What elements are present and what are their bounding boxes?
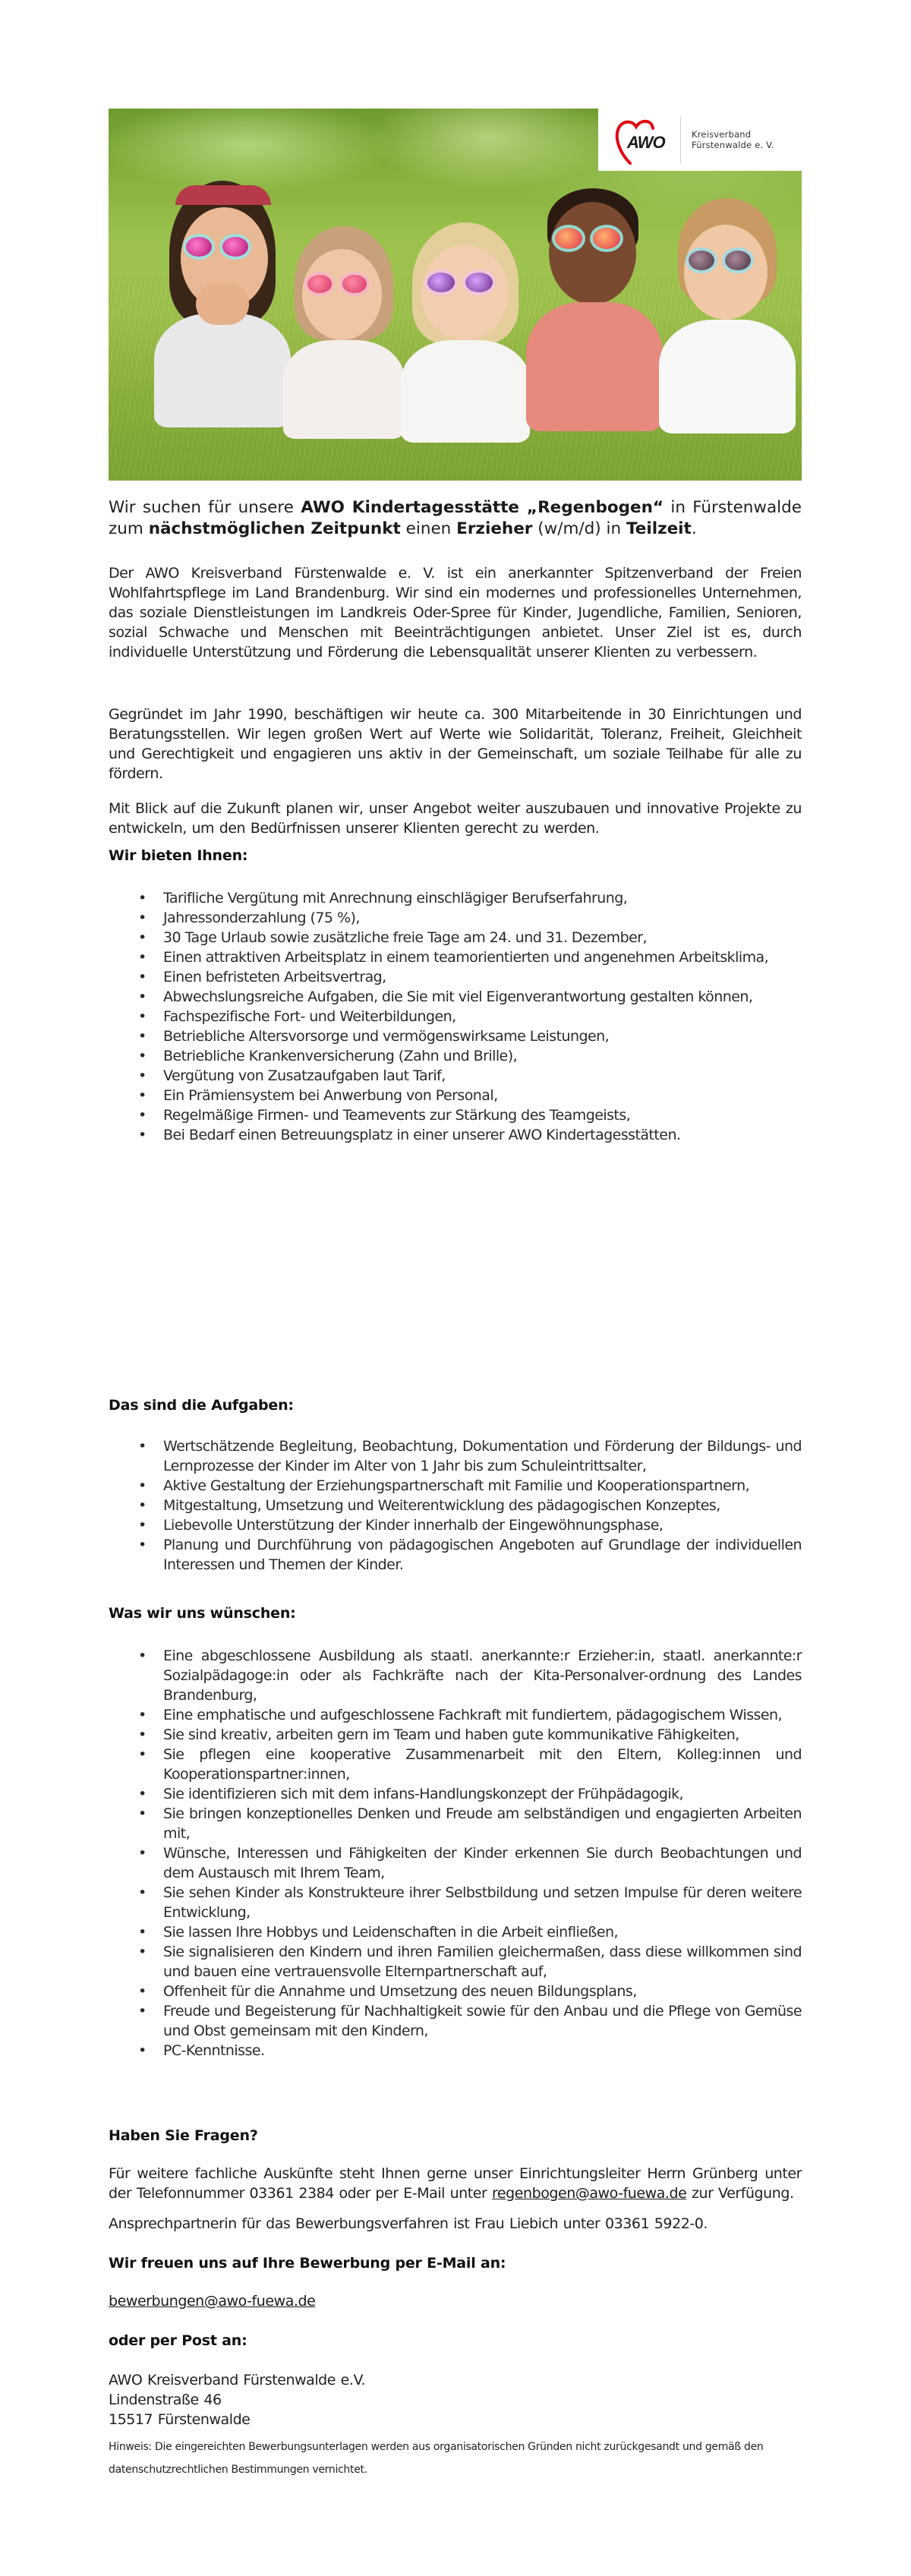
offer-item: • Einen attraktiven Arbeitsplatz in einem teamorientierten und angenehmen Arbeitsklima,	[109, 947, 802, 967]
task-item: • Mitgestaltung, Umsetzung und Weiterentwicklung des pädagogischen Konzeptes,	[109, 1496, 802, 1515]
bewerbungen-email-link[interactable]: bewerbungen@awo-fuewa.de	[109, 2293, 316, 2310]
offer-item: • 30 Tage Urlaub sowie zusätzliche freie Tage am 24. und 31. Dezember,	[109, 928, 802, 947]
wish-item: • Sie bringen konzeptionelles Denken und Freude am selbständigen und engagierten Arbeiten mit,	[109, 1804, 802, 1843]
awo-brand-text: AWO	[627, 133, 665, 152]
awo-logo	[598, 109, 802, 171]
start-date: nächstmöglichen Zeitpunkt	[148, 519, 401, 538]
wish-item: • Eine abgeschlossene Ausbildung als staatl. anerkannte:r Erzieher:in, staatl. anerkannte:r Sozialpädagoge:in oder als Fachkräfte nach der Kita-Personalver-ordnung des Landes Brandenburg,	[109, 1646, 802, 1705]
job-ad-page	[109, 109, 802, 481]
wish-item: • Sie pflegen eine kooperative Zusammenarbeit mit den Eltern, Kolleg:innen und Kooperationspartner:innen,	[109, 1745, 802, 1784]
task-item: • Wertschätzende Begleitung, Beobachtung, Dokumentation und Förderung der Bildungs- und Lernprozesse der Kinder im Alter von 1 Jahr bis zum Schuleintrittsalter,	[109, 1436, 802, 1476]
wish-item: • Sie sehen Kinder als Konstrukteure ihrer Selbstbildung und setzen Impulse für deren weitere Entwicklung,	[109, 1883, 802, 1922]
intro-text: (w/m/d) in	[532, 519, 626, 538]
wishes-heading: Was wir uns wünschen:	[109, 1605, 296, 1622]
child-figure	[648, 198, 799, 434]
questions-paragraph	[109, 2164, 802, 2203]
intro-text: Wir suchen für unsere	[109, 498, 301, 517]
facility-name: AWO Kindertagesstätte „Regenbogen“	[301, 498, 664, 517]
offer-item: • Vergütung von Zusatzaufgaben laut Tarif,	[109, 1066, 802, 1086]
offer-item: • Abwechslungsreiche Aufgaben, die Sie mit viel Eigenverantwortung gestalten können,	[109, 987, 802, 1007]
about-paragraph-2: Gegründet im Jahr 1990, beschäftigen wir heute ca. 300 Mitarbeitende in 30 Einrichtungen und Beratungsstellen. Wir legen großen Wert auf Werte wie Solidarität, Toleranz, Freiheit, Gleichheit und Gerechtigkeit und engagieren uns aktiv in der Gemeinschaft, um soziale Teilhabe für alle zu fördern.	[109, 706, 802, 782]
about-paragraph-1: Der AWO Kreisverband Fürstenwalde e. V. ist ein anerkannter Spitzenverband der Freien Wohlfahrtspflege im Land Brandenburg. Wir sind ein modernes und professionelles Unternehmen, das soziale Dienstleistungen im Landkreis Oder-Spree für Kinder, Jugendliche, Familien, Senioren, sozial Schwache und Menschen mit Beeinträchtigungen anbietet. Unser Ziel ist es, durch individuelle Unterstützung und Förderung die Lebensqualität unserer Klienten zu verbessern.	[109, 565, 802, 661]
hero-image	[109, 109, 802, 481]
questions-text: zur Verfügung.	[686, 2185, 794, 2202]
logo-text	[692, 129, 774, 150]
wish-item: • PC-Kenntnisse.	[109, 2041, 802, 2060]
offer-item: • Tarifliche Vergütung mit Anrechnung einschlägiger Berufserfahrung,	[109, 888, 802, 908]
offer-item: • Bei Bedarf einen Betreuungsplatz in einer unserer AWO Kindertagesstätten.	[109, 1125, 802, 1145]
task-item: • Liebevolle Unterstützung der Kinder innerhalb der Eingewöhnungsphase,	[109, 1515, 802, 1535]
job-intro	[109, 497, 802, 540]
questions-heading: Haben Sie Fragen?	[109, 2127, 258, 2144]
email-apply-heading: Wir freuen uns auf Ihre Bewerbung per E-Mail an:	[109, 2255, 506, 2272]
intro-text: einen	[400, 519, 457, 538]
wish-item: • Sie sind kreativ, arbeiten gern im Team und haben gute kommunikative Fähigkeiten,	[109, 1725, 802, 1745]
intro-text: in Fürstenwalde zum	[109, 498, 802, 538]
address-line-3: 15517 Fürstenwalde	[109, 2411, 251, 2428]
offer-item: • Jahressonderzahlung (75 %),	[109, 908, 802, 928]
logo-line-1: Kreisverband	[692, 129, 752, 140]
wish-item: • Wünsche, Interessen und Fähigkeiten der Kinder erkennen Sie durch Beobachtungen und dem Austausch mit Ihrem Team,	[109, 1843, 802, 1883]
offer-item: • Einen befristeten Arbeitsvertrag,	[109, 967, 802, 987]
offer-item: • Betriebliche Altersvorsorge und vermögenswirksame Leistungen,	[109, 1026, 802, 1046]
regenbogen-email-link[interactable]: regenbogen@awo-fuewa.de	[491, 2185, 687, 2202]
offer-heading: Wir bieten Ihnen:	[109, 847, 248, 864]
job-title: Erzieher	[456, 519, 533, 538]
intro-text: .	[691, 519, 697, 538]
task-item: • Aktive Gestaltung der Erziehungspartnerschaft mit Familie und Kooperationspartnern,	[109, 1476, 802, 1496]
offer-item: • Ein Prämiensystem bei Anwerbung von Personal,	[109, 1086, 802, 1105]
tasks-heading: Das sind die Aufgaben:	[109, 1397, 294, 1414]
wish-item: • Eine emphatische und aufgeschlossene Fachkraft mit fundiertem, pädagogischem Wissen,	[109, 1705, 802, 1725]
post-apply-heading: oder per Post an:	[109, 2332, 247, 2349]
wish-item: • Freude und Begeisterung für Nachhaltigkeit sowie für den Anbau und die Pflege von Gemüse und Obst gemeinsam mit den Kindern,	[109, 2001, 802, 2041]
offer-item: • Betriebliche Krankenversicherung (Zahn und Brille),	[109, 1046, 802, 1066]
wish-item: • Sie identifizieren sich mit dem infans-Handlungskonzept der Frühpädagogik,	[109, 1784, 802, 1804]
wish-item: • Offenheit für die Annahme und Umsetzung des neuen Bildungsplans,	[109, 1982, 802, 2001]
questions-text: Für weitere fachliche Auskünfte steht Ihnen gerne unser Einrichtungsleiter Herrn Grünberg unter der Telefonnummer 03361 2384 oder per E-Mail unter	[109, 2165, 802, 2202]
logo-line-2: Fürstenwalde e. V.	[692, 140, 774, 150]
offer-list	[109, 888, 802, 1145]
address-line-1: AWO Kreisverband Fürstenwalde e.V.	[109, 2372, 366, 2388]
offer-item: • Fachspezifische Fort- und Weiterbildungen,	[109, 1007, 802, 1026]
application-contact: Ansprechpartnerin für das Bewerbungsverfahren ist Frau Liebich unter 03361 5922-0.	[109, 2215, 708, 2232]
task-item: • Planung und Durchführung von pädagogischen Angeboten auf Grundlage der individuellen Interessen und Themen der Kinder.	[109, 1535, 802, 1575]
offer-item: • Regelmäßige Firmen- und Teamevents zur Stärkung des Teamgeists,	[109, 1105, 802, 1125]
awo-heart-logo-icon	[613, 116, 674, 163]
wishes-list	[109, 1646, 802, 2060]
employment-type: Teilzeit	[626, 519, 692, 538]
address-line-2: Lindenstraße 46	[109, 2392, 222, 2408]
privacy-note: Hinweis: Die eingereichten Bewerbungsunterlagen werden aus organisatorischen Gründen nicht zurückgesandt und gemäß den datenschutzrechtlichen Bestimmungen vernichtet.	[109, 2441, 764, 2476]
about-paragraph-3: Mit Blick auf die Zukunft planen wir, unser Angebot weiter auszubauen und innovative Projekte zu entwickeln, um den Bedürfnissen unserer Klienten gerecht zu werden.	[109, 800, 802, 837]
wish-item: • Sie lassen Ihre Hobbys und Leidenschaften in die Arbeit einfließen,	[109, 1922, 802, 1942]
wish-item: • Sie signalisieren den Kindern und ihren Familien gleichermaßen, dass diese willkommen sind und bauen eine vertrauensvolle Elternpartnerschaft auf,	[109, 1942, 802, 1982]
logo-divider	[680, 116, 681, 163]
tasks-list	[109, 1436, 802, 1575]
postal-address	[109, 2370, 802, 2429]
